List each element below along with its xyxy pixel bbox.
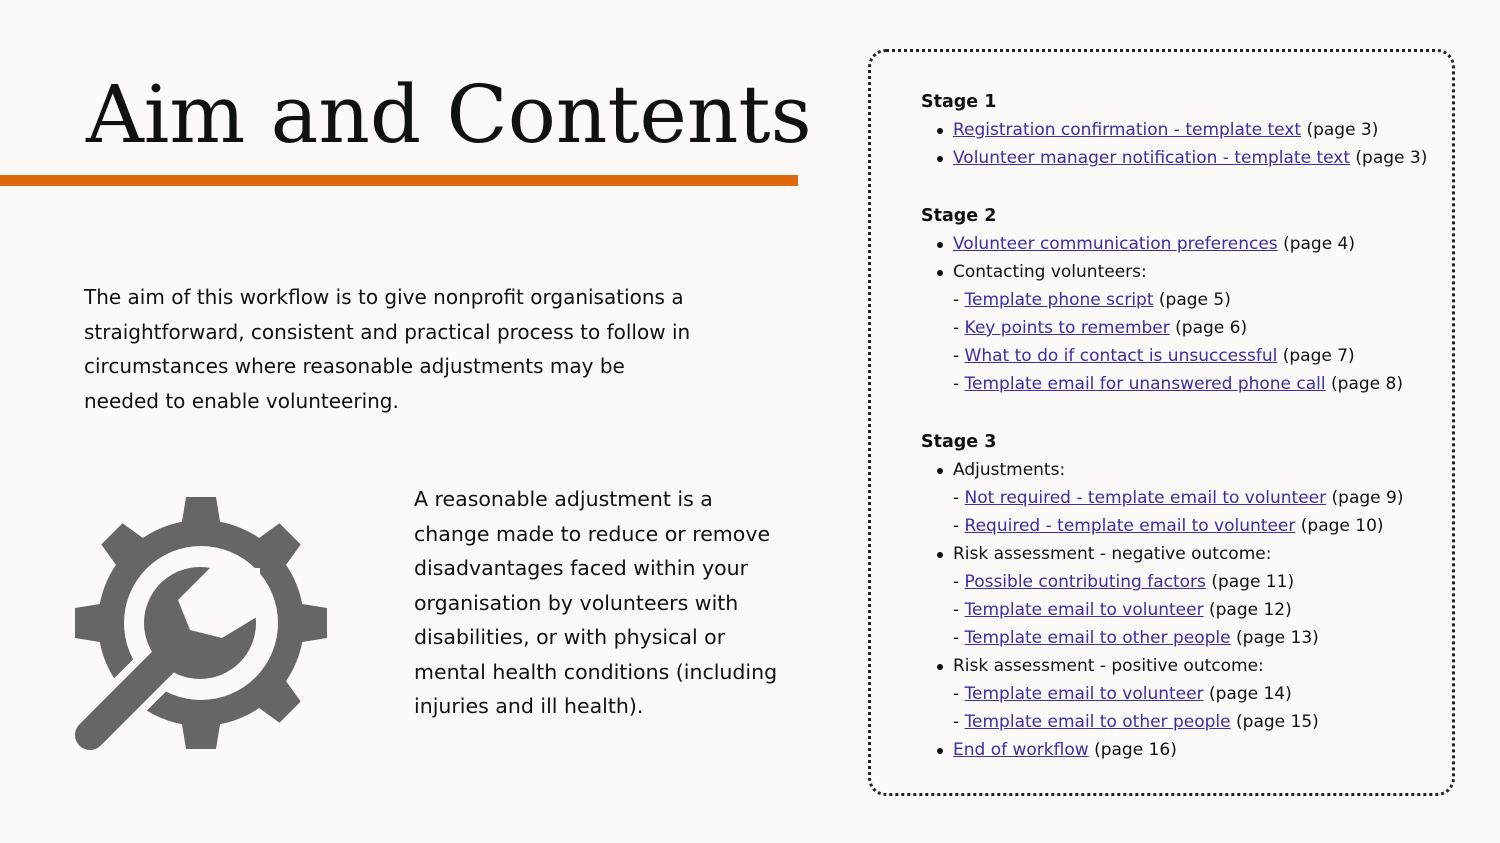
page-title: Aim and Contents [86, 68, 812, 161]
aim-paragraph: The aim of this workflow is to give nonprofit organisations a straightforward, consistent and practical process to follow in circumstances where reasonable adjustments may be needed to enable volunteering. [84, 285, 691, 413]
list-item [921, 144, 1427, 172]
page-reference: (page 6) [1175, 318, 1248, 338]
stage-heading: Stage 2 [921, 206, 997, 226]
section-gap [921, 172, 1427, 202]
list-item [921, 596, 1427, 624]
page-reference: (page 9) [1331, 488, 1404, 508]
list-item [921, 116, 1427, 144]
page-reference: (page 5) [1158, 290, 1231, 310]
page-reference: (page 11) [1211, 572, 1295, 592]
dash-marker: - [953, 684, 965, 704]
gear-wrench-icon [60, 480, 350, 770]
contents-link[interactable]: Not required - template email to volunteer [964, 488, 1327, 508]
contents-link[interactable]: Template email to other people [964, 628, 1231, 648]
page-reference: (page 7) [1282, 346, 1355, 366]
contents-link[interactable]: End of workflow [953, 740, 1089, 760]
list-item [921, 680, 1427, 708]
dash-marker: - [953, 290, 965, 310]
contents-link[interactable]: Template email to volunteer [964, 684, 1204, 704]
list-item [921, 258, 1427, 286]
contents-link[interactable]: Key points to remember [964, 318, 1170, 338]
contents-link[interactable]: Template email to volunteer [964, 600, 1204, 620]
contents-link[interactable]: Template email for unanswered phone call [964, 374, 1326, 394]
page-reference: (page 15) [1236, 712, 1319, 732]
list-label: Adjustments: [953, 460, 1066, 480]
dash-marker: - [953, 374, 965, 394]
list-item [921, 736, 1427, 764]
list-item [921, 568, 1427, 596]
list-label: Risk assessment - positive outcome: [953, 656, 1264, 676]
page-reference: (page 16) [1094, 740, 1177, 760]
contents-link[interactable]: Volunteer manager notification - template text [953, 148, 1351, 168]
contents-link[interactable]: Required - template email to volunteer [964, 516, 1296, 536]
list-item [921, 314, 1427, 342]
list-item [921, 286, 1427, 314]
stage-heading: Stage 3 [921, 432, 997, 452]
contents-box [868, 49, 1455, 796]
list-item [921, 342, 1427, 370]
dash-marker: - [953, 712, 965, 732]
page-reference: (page 13) [1236, 628, 1319, 648]
page-reference: (page 12) [1209, 600, 1292, 620]
stage-heading: Stage 1 [921, 92, 997, 112]
dash-marker: - [953, 488, 965, 508]
dash-marker: - [953, 318, 965, 338]
list-label: Risk assessment - negative outcome: [953, 544, 1272, 564]
contents-link[interactable]: Registration confirmation - template text [953, 120, 1302, 140]
list-label: Contacting volunteers: [953, 262, 1147, 282]
list-item [921, 708, 1427, 736]
definition-paragraph: A reasonable adjustment is a change made to reduce or remove disadvantages faced within your organisation by volunteers with disabilities, or with physical or mental health conditions (including injuries and ill health). [414, 487, 778, 718]
dash-marker: - [953, 628, 965, 648]
list-item [921, 540, 1427, 568]
dash-marker: - [953, 346, 965, 366]
contents-link[interactable]: Template email to other people [964, 712, 1231, 732]
list-item [921, 230, 1427, 258]
contents-link[interactable]: Template phone script [964, 290, 1154, 310]
list-item [921, 370, 1427, 398]
list-item [921, 624, 1427, 652]
contents-list [921, 88, 1427, 764]
page-reference: (page 3) [1355, 148, 1428, 168]
page-reference: (page 4) [1283, 234, 1356, 254]
page-reference: (page 8) [1331, 374, 1403, 394]
contents-link[interactable]: Volunteer communication preferences [953, 234, 1278, 254]
list-item [921, 484, 1427, 512]
list-item [921, 652, 1427, 680]
contents-link[interactable]: What to do if contact is unsuccessful [964, 346, 1278, 366]
page-reference: (page 10) [1300, 516, 1384, 536]
page-reference: (page 14) [1209, 684, 1292, 704]
dash-marker: - [953, 600, 965, 620]
contents-link[interactable]: Possible contributing factors [964, 572, 1206, 592]
section-gap [921, 398, 1427, 428]
list-item [921, 456, 1427, 484]
dash-marker: - [953, 516, 965, 536]
accent-divider [0, 175, 798, 186]
list-item [921, 512, 1427, 540]
dash-marker: - [953, 572, 965, 592]
page-reference: (page 3) [1306, 120, 1379, 140]
